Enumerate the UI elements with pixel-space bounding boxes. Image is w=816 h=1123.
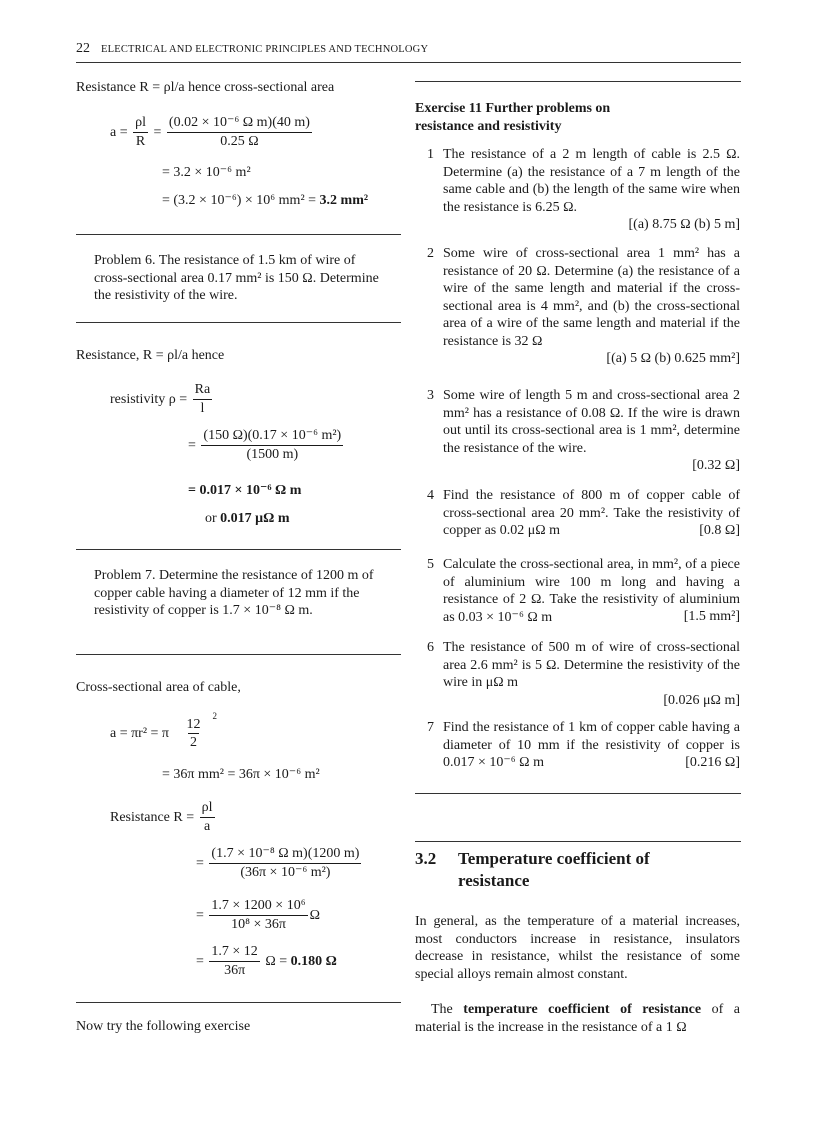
eq4-fraction-c xyxy=(209,898,307,933)
eq2-num2: (150 Ω)(0.17 × 10⁻⁶ m²) xyxy=(201,428,343,446)
eq2-lhs: resistivity ρ = xyxy=(110,391,188,407)
intro-text-3: Cross-sectional area of cable, xyxy=(76,680,241,695)
item-text: Calculate the cross-sectional area, in mm², of a piece of aluminium wire 100 m long and having a resistance of 2 Ω. Take the resistivity of aluminium as 0.03 × 10⁻⁶ Ω m xyxy=(443,557,740,625)
eq4-fraction-a xyxy=(200,800,215,835)
eq4-line-3: = $\frac{\text{1.7 × 1200 × 10⁶}}{\text{10⁸ × 36π}}$ Ω xyxy=(196,898,320,933)
eq3-line-2: = 36π mm² = 36π × 10⁻⁶ m² xyxy=(162,767,320,782)
exercise-title xyxy=(415,100,740,135)
eq4-line-2: = $\frac{\text{(1.7 × 10⁻⁸ Ω m)(1200 m)}}{\text{(36π × 10⁻⁶ m²)}}$ xyxy=(196,846,360,881)
eq1-num: ρl xyxy=(133,115,148,133)
rule-section-top xyxy=(415,841,741,842)
eq1-fraction-a xyxy=(133,115,148,150)
item-answer: [0.8 Ω] xyxy=(699,522,740,538)
eq4-den: a xyxy=(203,819,211,835)
item-text: Some wire of length 5 m and cross-sectional area 2 mm² has a resistance of 0.08 Ω. If the wire is drawn out until its cross-sectional area is 1 mm², determine the resistance of the wire. xyxy=(443,388,740,456)
page-number: 22 xyxy=(76,41,90,56)
intro-text-2: Resistance, R = ρl/a hence xyxy=(76,348,225,363)
eq4-num2: (1.7 × 10⁻⁸ Ω m)(1200 m) xyxy=(209,846,361,864)
eq2-result-alt xyxy=(205,510,289,528)
item-text: Find the resistance of 1 km of copper cable having a diameter of 10 mm if the resistivity of copper is 0.017 × 10⁻⁶ Ω m xyxy=(443,720,740,770)
item-answer: [0.32 Ω] xyxy=(692,458,740,473)
eq1-fraction-b xyxy=(167,115,312,150)
item-text: Find the resistance of 800 m of copper cable of cross-sectional area 20 mm². Take the resistivity of copper as 0.02 μΩ m xyxy=(443,488,740,538)
rule-problem7-top xyxy=(76,549,401,550)
eq4-den3: 10⁸ × 36π xyxy=(231,917,286,933)
eq4-num3: 1.7 × 1200 × 10⁶ xyxy=(209,898,307,916)
equation-area-1 xyxy=(110,115,314,150)
eq1-lhs: a = xyxy=(110,124,128,140)
now-try-text: Now try the following exercise xyxy=(76,1019,251,1034)
item-number: 6 xyxy=(427,640,434,655)
running-title: ELECTRICAL AND ELECTRONIC PRINCIPLES AND TECHNOLOGY xyxy=(101,44,429,55)
item-number: 7 xyxy=(427,720,434,735)
eq3-lhs: a = πr² = π xyxy=(110,726,170,741)
eq2-line-2: = $\frac{\text{(150 Ω)(0.17 × 10⁻⁶ m²)}}{(1500 m)}$ xyxy=(188,428,342,463)
eq1-line-2: = 3.2 × 10⁻⁶ m² xyxy=(162,165,251,180)
eq4-fraction-b xyxy=(209,846,361,881)
rule-exercise-bottom xyxy=(415,793,741,794)
eq3-num: 12 xyxy=(186,716,201,732)
item-answer: [(a) 5 Ω (b) 0.625 mm²] xyxy=(606,351,740,366)
eq1-line-3 xyxy=(162,192,368,210)
eq4-den2: (36π × 10⁻⁶ m²) xyxy=(240,865,331,881)
eq4-res4: Ω = xyxy=(265,953,288,969)
exercise-title-line-2: resistance and resistivity xyxy=(415,118,562,134)
eq2-or: or xyxy=(205,511,217,526)
eq1-result: 3.2 mm² xyxy=(319,193,369,208)
exercise-item-7 xyxy=(415,719,740,771)
paragraph-1: In general, as the temperature of a material increases, most conductors increase in resistance, insulators decrease in resistance, whilst the resistance of some special alloys remain almost constant. xyxy=(415,914,740,982)
rule-now-try xyxy=(76,1002,401,1003)
eq3-den: 2 xyxy=(190,734,198,750)
eq2-num: Ra xyxy=(193,382,213,400)
eq1-den2: 0.25 Ω xyxy=(220,134,259,150)
section-title-line-1: Temperature coefficient of xyxy=(458,849,650,868)
problem-6: Problem 6. The resistance of 1.5 km of wire of cross-sectional area 0.17 mm² is 150 Ω. Determine the resistivity of the wire. xyxy=(94,253,379,303)
eq1-eq: = xyxy=(153,124,162,140)
para2-term: temperature coefficient of resistance xyxy=(463,1002,702,1017)
item-answer: [(a) 8.75 Ω (b) 5 m] xyxy=(628,217,740,232)
eq1-line-3-text: = (3.2 × 10⁻⁶) × 10⁶ mm² = xyxy=(162,193,317,208)
eq2-fraction-b xyxy=(201,428,343,463)
header-rule xyxy=(76,62,741,63)
item-number: 2 xyxy=(427,246,434,261)
eq1-num2: (0.02 × 10⁻⁶ Ω m)(40 m) xyxy=(167,115,312,133)
eq4-unit3: Ω xyxy=(309,907,320,923)
exercise-item-1 xyxy=(415,146,740,234)
equation-resistance xyxy=(110,800,217,835)
item-answer: [0.026 μΩ m] xyxy=(663,692,740,708)
rule-exercise-top xyxy=(415,81,741,82)
item-number: 5 xyxy=(427,557,434,572)
item-text: The resistance of 500 m of wire of cross-sectional area 2.6 mm² is 5 Ω. Determine the resistivity of the wire in μΩ m xyxy=(443,640,740,690)
item-answer: [1.5 mm²] xyxy=(683,609,740,624)
item-number: 1 xyxy=(427,147,434,162)
exercise-item-3 xyxy=(415,387,740,475)
exercise-item-6 xyxy=(415,639,740,709)
exercise-item-4 xyxy=(415,487,740,539)
problem-7: Problem 7. Determine the resistance of 1200 m of copper cable having a diameter of 12 mm if the resistivity of copper is 1.7 × 10⁻⁸ Ω m. xyxy=(94,568,374,618)
rule-problem6-top xyxy=(76,234,401,235)
item-number: 4 xyxy=(427,488,434,503)
eq4-result: 0.180 Ω xyxy=(290,953,337,969)
item-answer: [0.216 Ω] xyxy=(685,754,740,770)
section-number: 3.2 xyxy=(415,849,437,868)
eq2-den2: (1500 m) xyxy=(246,447,299,463)
eq1-den: R xyxy=(135,134,146,150)
eq3-fraction xyxy=(185,717,203,751)
eq4-num: ρl xyxy=(200,800,215,818)
paragraph-2 xyxy=(415,1001,740,1036)
item-number: 3 xyxy=(427,388,434,403)
rule-problem6-bottom xyxy=(76,322,401,323)
item-text: The resistance of a 2 m length of cable is 2.5 Ω. Determine (a) the resistance of a 7 m length of the same cable and (b) the length of the same wire when the resistance is 6.25 Ω. xyxy=(443,147,740,215)
eq2-fraction-a xyxy=(193,382,213,417)
exercise-item-2 xyxy=(415,245,740,368)
eq2-result2: 0.017 μΩ m xyxy=(220,511,290,526)
exercise-title-line-1: Exercise 11 Further problems on xyxy=(415,101,611,116)
eq4-den4: 36π xyxy=(224,963,246,979)
equation-resistivity xyxy=(110,382,214,417)
eq4-lhs: Resistance R = xyxy=(110,809,195,825)
exercise-item-5 xyxy=(415,556,740,626)
running-header xyxy=(76,40,740,58)
item-text: Some wire of cross-sectional area 1 mm² has a resistance of 20 Ω. Determine (a) the resistance of a wire of the same length and material if the cross-sectional area is 4 mm², and (b) the cross-sectional area of a wire of the same length and material if the resistance is 32 Ω xyxy=(443,246,740,349)
para2-post: of a material is the increase in the resistance of a 1 Ω xyxy=(415,1002,740,1035)
eq2-den: l xyxy=(200,401,205,417)
eq3-exponent: 2 xyxy=(212,711,218,721)
eq4-line-4: = $\frac{1.7 \times 12}{36\pi}$ Ω = 0.180 Ω xyxy=(196,944,337,979)
eq4-fraction-d xyxy=(209,944,259,979)
para2-pre: The xyxy=(431,1002,453,1017)
exercise-list xyxy=(415,146,740,776)
section-title-line-2: resistance xyxy=(458,871,530,891)
intro-text-1: Resistance R = ρl/a hence cross-sectional area xyxy=(76,80,335,95)
eq2-result: = 0.017 × 10⁻⁶ Ω m xyxy=(188,483,302,498)
rule-problem7-bottom xyxy=(76,654,401,655)
eq4-num4: 1.7 × 12 xyxy=(209,944,259,962)
section-heading xyxy=(415,848,740,892)
equation-area-cable xyxy=(110,711,218,751)
